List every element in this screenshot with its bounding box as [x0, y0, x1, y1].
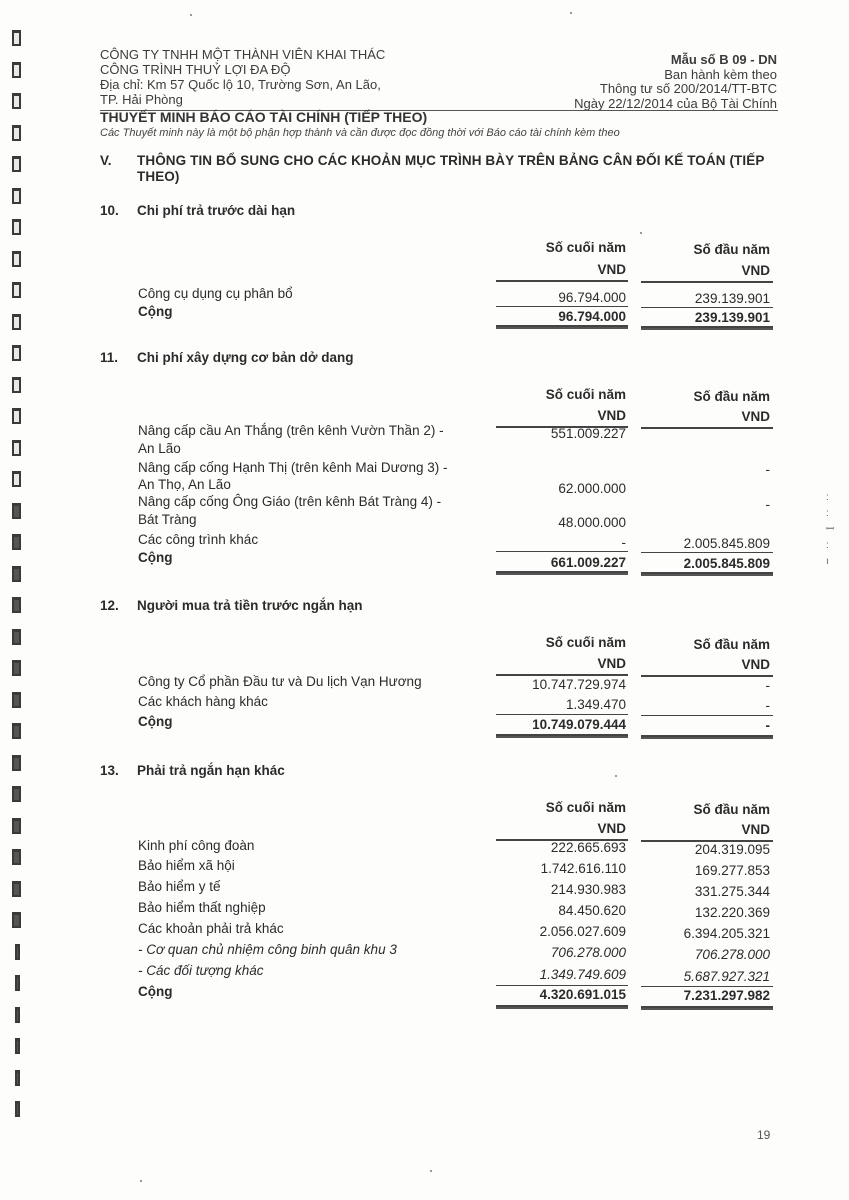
row-start-value: 706.278.000	[694, 947, 770, 962]
binder-hole	[12, 93, 21, 109]
note-12-number: 12.	[100, 598, 119, 613]
binder-hole	[15, 1101, 20, 1117]
issued-line3: Ngày 22/12/2014 của Bộ Tài Chính	[574, 95, 777, 111]
total-start-value: -	[765, 718, 770, 733]
row-label: Nâng cấp cầu An Thắng (trên kênh Vườn Thần 2) -	[138, 423, 444, 438]
section-number: V.	[100, 153, 112, 168]
total-double-rule	[496, 571, 628, 575]
binder-hole	[12, 251, 21, 267]
binder-hole	[12, 471, 21, 487]
binder-hole	[15, 1007, 20, 1023]
total-end-value: 4.320.691.015	[539, 987, 626, 1002]
document-title: THUYẾT MINH BÁO CÁO TÀI CHÍNH (TIẾP THEO)	[100, 109, 428, 125]
col-currency: VND	[597, 821, 626, 836]
row-start-value: 331.275.344	[694, 884, 770, 899]
row-end-value: 96.794.000	[558, 290, 626, 305]
row-label: Nâng cấp cống Hạnh Thị (trên kênh Mai Dương 3) -	[138, 460, 448, 475]
header-rule	[641, 281, 773, 283]
col-end-of-year: Số cuối năm	[545, 240, 626, 255]
company-address-line2: TP. Hải Phòng	[100, 92, 183, 107]
row-start-value: 132.220.369	[694, 905, 770, 920]
col-end-of-year: Số cuối năm	[545, 635, 626, 650]
binder-hole	[12, 503, 21, 519]
total-label: Cộng	[138, 984, 173, 999]
header-rule	[496, 674, 628, 676]
note-13-number: 13.	[100, 763, 119, 778]
binder-hole	[12, 125, 21, 141]
binder-hole	[12, 818, 21, 834]
note-13-title: Phải trả ngắn hạn khác	[137, 763, 285, 778]
binder-hole	[12, 62, 21, 78]
company-name-line1: CÔNG TY TNHH MỘT THÀNH VIÊN KHAI THÁC	[100, 47, 386, 62]
row-start-value: -	[765, 678, 770, 693]
row-start-value: 5.687.927.321	[683, 969, 770, 984]
binder-hole	[12, 660, 21, 676]
row-label: Nâng cấp cống Ông Giáo (trên kênh Bát Tràng 4) -	[138, 494, 442, 509]
total-start-value: 2.005.845.809	[683, 556, 770, 571]
binder-hole	[12, 440, 21, 456]
total-double-rule	[496, 1005, 628, 1009]
total-double-rule	[496, 325, 628, 329]
binder-hole	[12, 912, 21, 928]
row-label: - Các đối tượng khác	[138, 963, 264, 978]
row-end-value: 551.009.227	[550, 426, 626, 441]
binder-hole	[12, 881, 21, 897]
total-double-rule	[641, 1006, 773, 1010]
subtotal-rule	[641, 986, 773, 987]
binder-hole	[15, 1070, 20, 1086]
row-label: Các khách hàng khác	[138, 694, 268, 709]
header-rule	[496, 280, 628, 282]
row-label: Bảo hiểm xã hội	[138, 858, 235, 873]
col-start-of-year: Số đầu năm	[693, 389, 770, 404]
row-end-value: 1.349.470	[565, 697, 626, 712]
row-start-value: 6.394.205.321	[683, 926, 770, 941]
subtotal-rule	[641, 307, 773, 308]
col-end-of-year: Số cuối năm	[545, 800, 626, 815]
binder-hole	[12, 219, 21, 235]
binder-hole	[12, 156, 21, 172]
note-10-title: Chi phí trả trước dài hạn	[137, 203, 296, 218]
binder-hole	[12, 377, 21, 393]
row-end-value: 10.747.729.974	[532, 677, 626, 692]
subtotal-rule	[496, 985, 628, 986]
row-end-value: 2.056.027.609	[539, 924, 626, 939]
col-currency: VND	[597, 656, 626, 671]
total-start-value: 239.139.901	[694, 310, 770, 325]
col-currency: VND	[597, 262, 626, 277]
total-double-rule	[641, 572, 773, 576]
row-end-value: 84.450.620	[558, 903, 626, 918]
row-start-value: -	[765, 497, 770, 512]
total-label: Cộng	[138, 304, 173, 319]
document-subtitle: Các Thuyết minh này là một bộ phận hợp thành và cần được đọc đồng thời với Báo cáo tài chính kèm theo	[100, 127, 620, 139]
total-double-rule	[641, 735, 773, 739]
header-rule	[641, 427, 773, 429]
total-double-rule	[641, 326, 773, 330]
binder-hole	[12, 786, 21, 802]
col-currency: VND	[741, 657, 770, 672]
row-end-value: 706.278.000	[550, 945, 626, 960]
binder-hole	[12, 345, 21, 361]
row-label: Các công trình khác	[138, 532, 259, 547]
subtotal-rule	[641, 715, 773, 716]
row-label: Bảo hiểm thất nghiệp	[138, 900, 266, 915]
row-label: Công ty Cổ phần Đầu tư và Du lịch Vạn Hương	[138, 674, 422, 689]
total-start-value: 7.231.297.982	[683, 988, 770, 1003]
binder-hole	[12, 849, 21, 865]
binder-hole	[12, 692, 21, 708]
total-end-value: 661.009.227	[550, 555, 626, 570]
row-label-cont: An Thọ, An Lão	[138, 477, 231, 492]
row-end-value: 48.000.000	[558, 515, 626, 530]
binder-hole	[12, 408, 21, 424]
col-currency: VND	[741, 822, 770, 837]
row-end-value: -	[621, 535, 626, 550]
note-11-number: 11.	[100, 350, 119, 365]
binder-hole	[12, 314, 21, 330]
col-currency: VND	[597, 408, 626, 423]
binder-hole	[12, 597, 21, 613]
row-label: - Cơ quan chủ nhiệm công binh quân khu 3	[138, 942, 397, 957]
form-code: Mẫu số B 09 - DN	[670, 52, 777, 67]
row-start-value: 239.139.901	[694, 291, 770, 306]
row-start-value: 204.319.095	[694, 842, 770, 857]
binder-hole	[12, 566, 21, 582]
subtotal-rule	[496, 551, 628, 552]
form-reference	[574, 53, 777, 111]
issued-line1: Ban hành kèm theo	[664, 66, 777, 82]
binder-hole	[15, 1038, 20, 1054]
company-name-line2: CÔNG TRÌNH THUỶ LỢI ĐA ĐỘ	[100, 62, 291, 77]
company-header	[100, 47, 385, 107]
note-12-title: Người mua trả tiền trước ngắn hạn	[137, 598, 363, 613]
row-end-value: 222.665.693	[550, 840, 626, 855]
total-label: Cộng	[138, 714, 173, 729]
col-start-of-year: Số đầu năm	[693, 242, 770, 257]
scan-artifact: : : ꟷ : ı	[826, 492, 835, 567]
binder-hole	[12, 30, 21, 46]
subtotal-rule	[496, 714, 628, 715]
col-currency: VND	[741, 409, 770, 424]
row-label: Các khoản phải trả khác	[138, 921, 284, 936]
issued-line2: Thông tư số 200/2014/TT-BTC	[599, 81, 777, 96]
subtotal-rule	[641, 552, 773, 553]
col-start-of-year: Số đầu năm	[693, 802, 770, 817]
row-start-value: 169.277.853	[694, 863, 770, 878]
total-label: Cộng	[138, 550, 173, 565]
header-rule	[641, 675, 773, 677]
binder-hole	[12, 723, 21, 739]
row-start-value: 2.005.845.809	[683, 536, 770, 551]
binder-hole	[12, 188, 21, 204]
binder-hole	[12, 755, 21, 771]
row-label: Bảo hiểm y tế	[138, 879, 221, 894]
total-end-value: 96.794.000	[558, 309, 626, 324]
total-end-value: 10.749.079.444	[532, 717, 626, 732]
row-label-cont: An Lão	[138, 441, 181, 456]
col-end-of-year: Số cuối năm	[545, 387, 626, 402]
binder-hole	[15, 975, 20, 991]
row-label: Kinh phí công đoàn	[138, 838, 255, 853]
binder-hole	[12, 534, 21, 550]
row-start-value: -	[765, 698, 770, 713]
note-11-title: Chi phí xây dựng cơ bản dở dang	[137, 350, 354, 365]
row-end-value: 1.349.749.609	[539, 967, 626, 982]
binder-hole	[15, 944, 20, 960]
col-start-of-year: Số đầu năm	[693, 637, 770, 652]
subtotal-rule	[496, 306, 628, 307]
row-end-value: 62.000.000	[558, 481, 626, 496]
binder-hole	[12, 282, 21, 298]
company-address-line1: Địa chỉ: Km 57 Quốc lộ 10, Trường Sơn, An Lão,	[100, 77, 381, 92]
section-title: THÔNG TIN BỔ SUNG CHO CÁC KHOẢN MỤC TRÌNH BÀY TRÊN BẢNG CÂN ĐỐI KẾ TOÁN (TIẾP THEO)	[137, 153, 765, 184]
row-end-value: 214.930.983	[550, 882, 626, 897]
row-end-value: 1.742.616.110	[540, 861, 626, 876]
row-label-cont: Bát Tràng	[138, 512, 197, 527]
row-start-value: -	[765, 462, 770, 477]
note-10-number: 10.	[100, 203, 119, 218]
col-currency: VND	[741, 263, 770, 278]
binder-hole	[12, 629, 21, 645]
page-number: 19	[757, 1128, 771, 1142]
total-double-rule	[496, 734, 628, 738]
row-label: Công cụ dụng cụ phân bổ	[138, 286, 293, 301]
